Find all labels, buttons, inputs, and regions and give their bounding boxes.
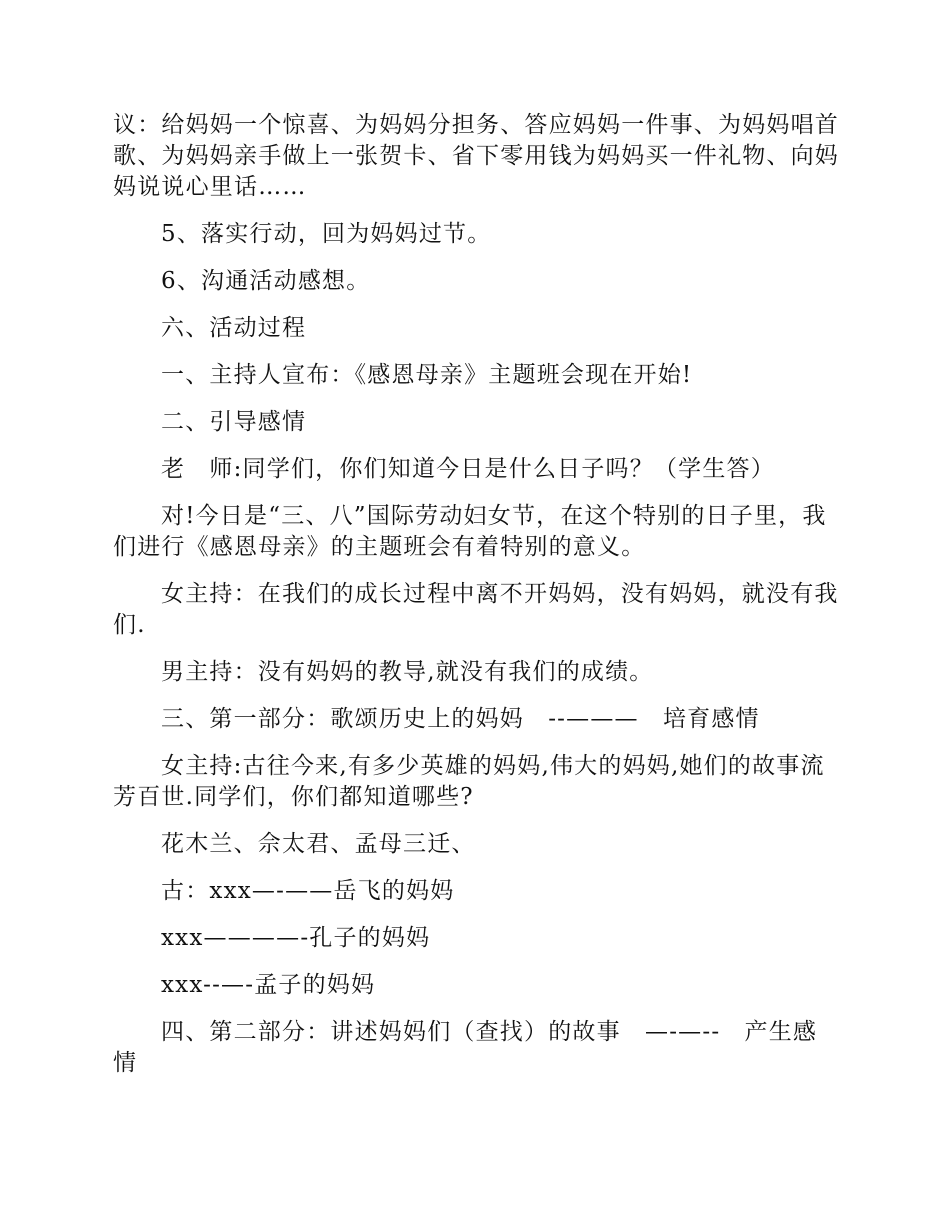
paragraph-yue-fei-mother: 古：xxx—-——岳飞的妈妈 (161, 878, 455, 904)
section-heading-part-two: 四、第二部分：讲述妈妈们（查找）的故事 —-—-- 产生感情 (113, 1019, 818, 1076)
section-heading-guide-emotion: 二、引导感情 (161, 409, 307, 435)
paragraph-host-announcement: 一、主持人宣布：《感恩母亲》主题班会现在开始! (161, 362, 693, 388)
section-heading-part-one: 三、第一部分：歌颂历史上的妈妈 --——— 培育感情 (161, 706, 760, 732)
paragraph-step-5: 5、落实行动，回为妈妈过节。 (161, 221, 492, 247)
paragraph-mothers-list: 花木兰、佘太君、孟母三迁、 (161, 831, 476, 857)
paragraph-suggestions: 议：给妈妈一个惊喜、为妈妈分担务、答应妈妈一件事、为妈妈唱首歌、为妈妈亲手做上一张贺卡、省下零用钱为妈妈买一件礼物、向妈妈说说心里话…… (113, 112, 839, 200)
paragraph-confucius-mother: xxx————-孔子的妈妈 (161, 925, 431, 951)
paragraph-female-host-1: 女主持：在我们的成长过程中离不开妈妈，没有妈妈，就没有我们. (113, 581, 839, 638)
paragraph-female-host-2: 女主持:古往今来,有多少英雄的妈妈,伟大的妈妈,她们的故事流芳百世.同学们，你们都知道哪些? (113, 753, 825, 810)
paragraph-mencius-mother: xxx--—-孟子的妈妈 (161, 972, 376, 998)
paragraph-male-host: 男主持：没有妈妈的教导,就没有我们的成绩。 (161, 659, 654, 685)
paragraph-step-6: 6、沟通活动感想。 (161, 268, 371, 294)
section-heading-activity-process: 六、活动过程 (161, 315, 307, 341)
paragraph-teacher-question: 老 师:同学们，你们知道今日是什么日子吗？（学生答） (161, 456, 775, 482)
paragraph-womens-day: 对!今日是“三、八”国际劳动妇女节，在这个特别的日子里，我们进行《感恩母亲》的主题班会有着特别的意义。 (113, 503, 827, 560)
